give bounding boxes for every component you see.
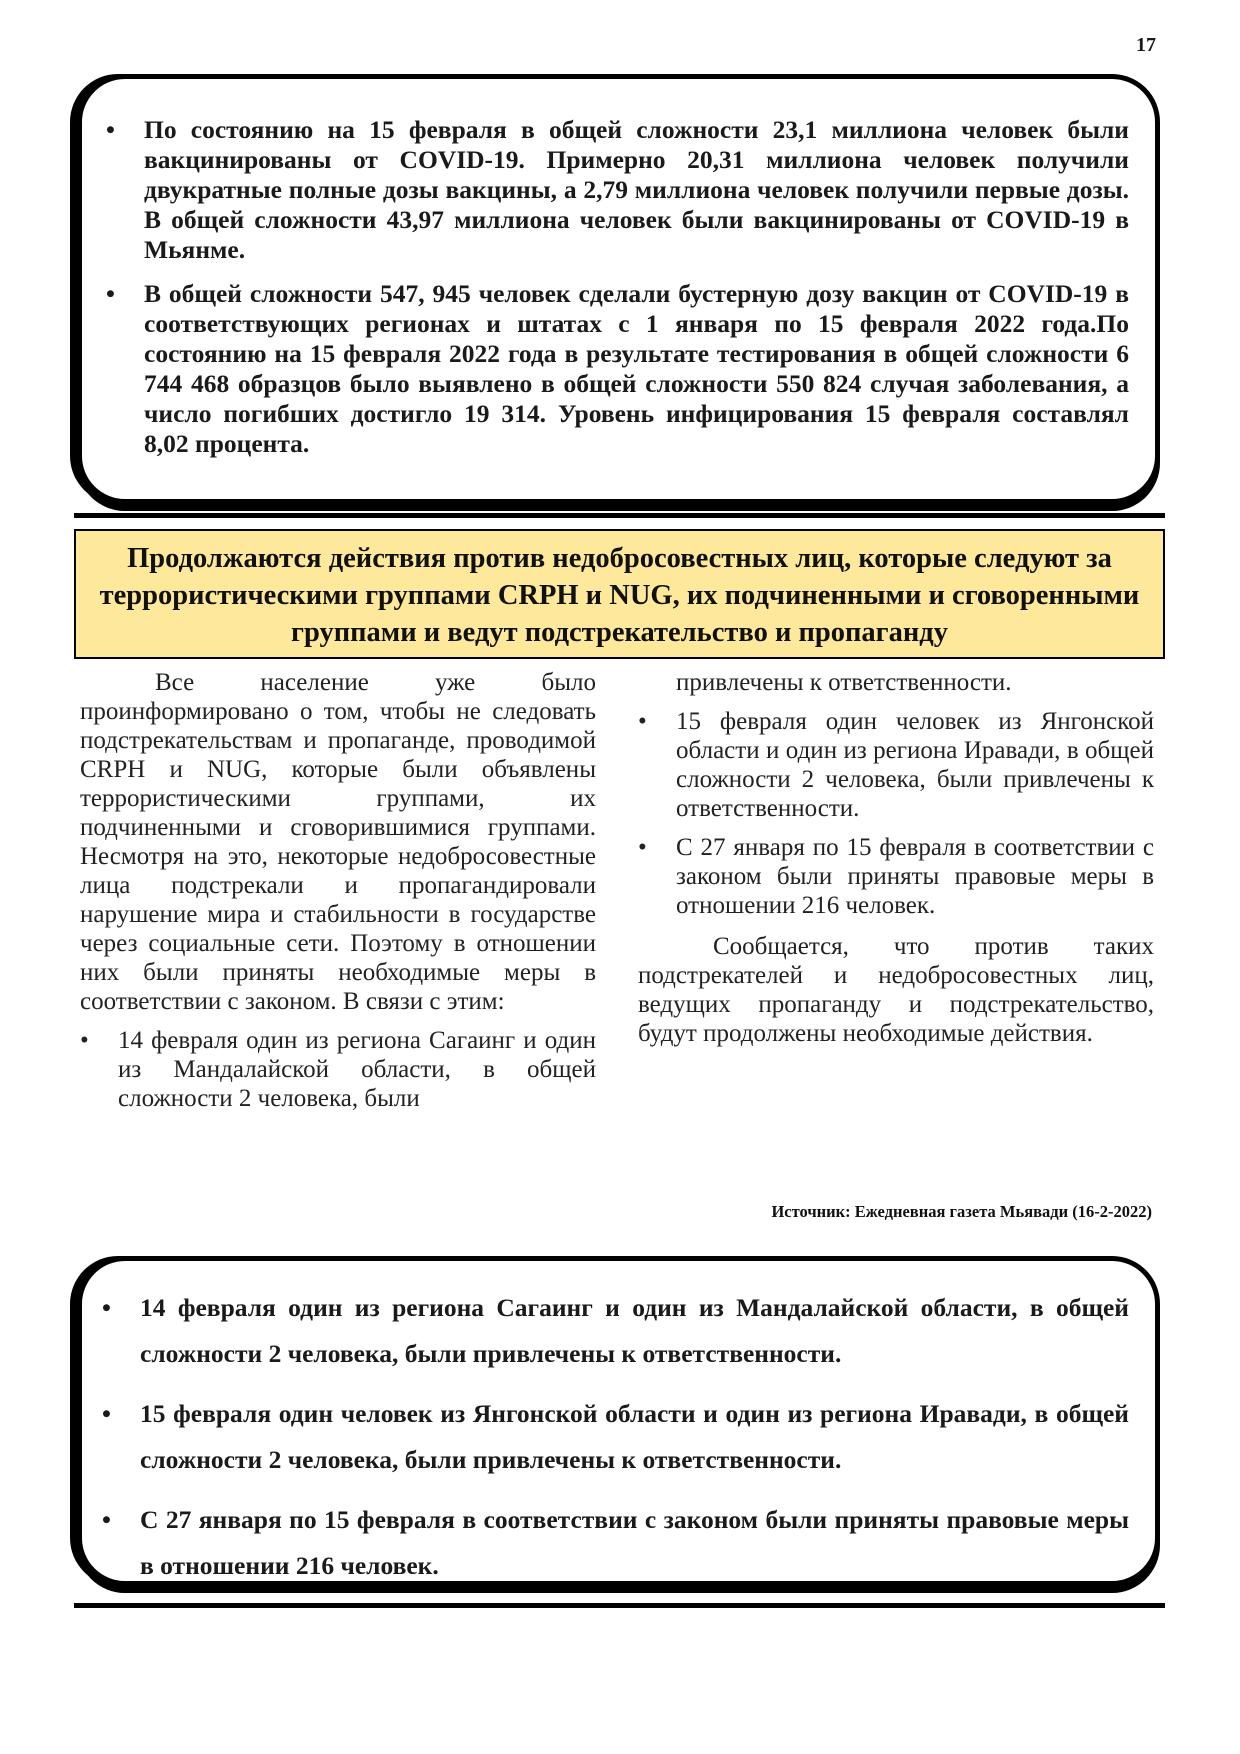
list-item: • По состоянию на 15 февраля в общей сложности 23,1 миллиона человек были вакцинированы от COVID-19. Примерно 20,31 миллиона человек получили двукратные полные дозы вакцины, а 2,79 миллиона человек получили первые дозы. В общей сложности 43,97 миллиона человек были вакцинированы от COVID-19 в Мьянме. bbox=[102, 115, 1129, 265]
list-item: • С 27 января по 15 февраля в соответствии с законом были приняты правовые меры в отношении 216 человек. bbox=[98, 1497, 1129, 1589]
vaccination-summary-list bbox=[102, 115, 1129, 459]
article-closing-paragraph: Сообщается, что против таких подстрекателей и недобросовестных лиц, ведущих пропаганду и подстрекательство, будут продолжены необходимые действия. bbox=[638, 933, 1154, 1047]
legal-actions-summary-box bbox=[77, 1256, 1160, 1586]
article-bullet-continuation: привлечены к ответственности. bbox=[676, 669, 1012, 696]
page-number: 17 bbox=[1136, 34, 1156, 56]
list-item: • В общей сложности 547, 945 человек сделали бустерную дозу вакцин от COVID-19 в соответствующих регионах и штатах с 1 января по 15 февраля 2022 года.По состоянию на 15 февраля 2022 года в результате тестирования в общей сложности 6 744 468 образцов было выявлено в общей сложности 550 824 случая заболевания, а число погибших достигло 19 314. Уровень инфицирования 15 февраля составлял 8,02 процента. bbox=[102, 279, 1129, 459]
list-item: • 14 февраля один из региона Сагаинг и один из Мандалайской области, в общей сложности 2 человека, были привлечены к ответственности. bbox=[98, 1285, 1129, 1377]
article-column-right bbox=[638, 668, 1154, 1048]
legal-actions-list bbox=[98, 1285, 1129, 1589]
divider bbox=[74, 513, 1165, 518]
article-intro-paragraph: Все население уже было проинформировано о том, чтобы не следовать подстрекательствам и пропаганде, проводимой CRPH и NUG, которые были объявлены террористическими группами, их подчиненными и сговорившимися группами. Несмотря на это, некоторые недобросовестные лица подстрекали и пропагандировали нарушение мира и стабильности в государстве через социальные сети. Поэтому в отношении них были приняты необходимые меры в соответствии с законом. В связи с этим: bbox=[80, 669, 596, 1015]
list-item: • 14 февраля один из региона Сагаинг и один из Мандалайской области, в общей сложности 2 человека, были bbox=[80, 1026, 596, 1113]
article-headline: Продолжаются действия против недобросовестных лиц, которые следуют за террористическими группами CRPH и NUG, их подчиненными и сговоренными группами и ведут подстрекательство и пропаганду bbox=[74, 529, 1165, 659]
list-item: • 15 февраля один человек из Янгонской области и один из региона Иравади, в общей сложности 2 человека, были привлечены к ответственности. bbox=[638, 707, 1154, 823]
divider bbox=[74, 1603, 1165, 1608]
list-item: • 15 февраля один человек из Янгонской области и один из региона Иравади, в общей сложности 2 человека, были привлечены к ответственности. bbox=[98, 1391, 1129, 1483]
vaccination-summary-box bbox=[77, 74, 1160, 504]
article-bullet-list bbox=[638, 707, 1154, 920]
article-bullet-list bbox=[80, 1026, 596, 1113]
article-column-left bbox=[80, 668, 596, 1113]
list-item: • С 27 января по 15 февраля в соответствии с законом были приняты правовые меры в отношении 216 человек. bbox=[638, 833, 1154, 920]
source-credit: Источник: Ежедневная газета Мьявади (16-2-2022) bbox=[771, 1202, 1152, 1221]
